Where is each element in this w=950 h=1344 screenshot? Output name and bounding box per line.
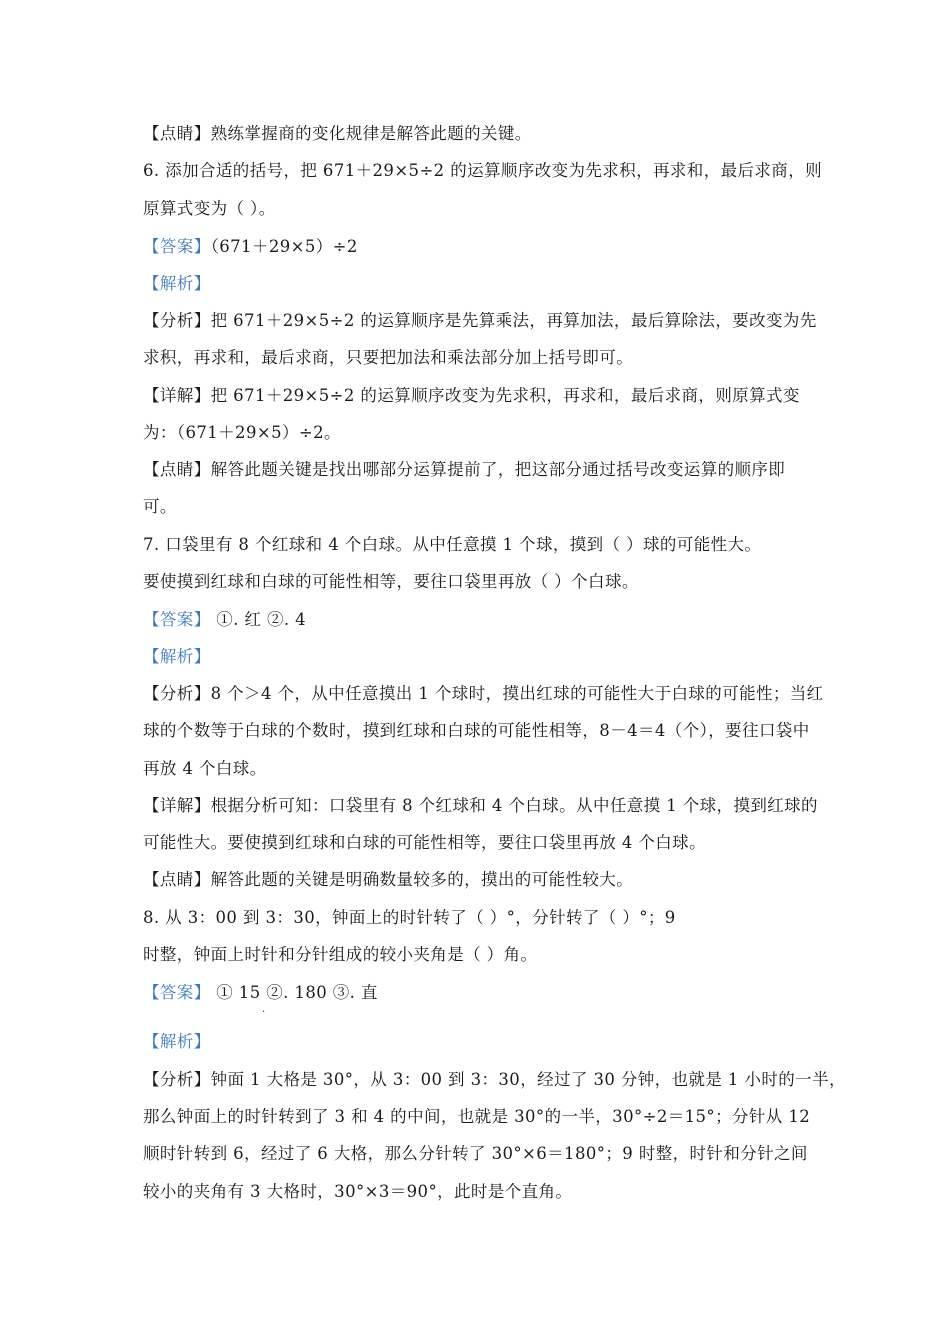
question-8-line-1: 8. 从 3：00 到 3：30，钟面上的时针转了（ ）°，分针转了（ ）°；9	[143, 908, 676, 927]
analysis-6-line-2: 求积，再求和，最后求商，只要把加法和乘法部分加上括号即可。	[143, 348, 634, 367]
tip-6-line-2: 可。	[143, 497, 177, 516]
detail-7-line-1: 【详解】根据分析可知：口袋里有 8 个红球和 4 个白球。从中任意摸 1 个球，摸到红球的	[143, 796, 818, 815]
tip-6-line-1: 【点睛】解答此题关键是找出哪部分运算提前了，把这部分通过括号改变运算的顺序即	[143, 460, 786, 479]
detail-7-line-2: 可能性大。要使摸到红球和白球的可能性相等，要往口袋里再放 4 个白球。	[143, 833, 706, 852]
detail-6-line-1: 【详解】把 671＋29×5÷2 的运算顺序改变为先求积，再求和，最后求商，则原算式变	[143, 386, 800, 405]
stray-dot: ·	[262, 1007, 266, 1018]
analysis-label: 【解析】	[143, 647, 211, 666]
question-7-line-1: 7. 口袋里有 8 个红球和 4 个白球。从中任意摸 1 个球，摸到（ ）球的可能性大。	[143, 535, 762, 554]
answer-6	[143, 235, 358, 259]
analysis-8-line-4: 较小的夹角有 3 大格时，30°×3＝90°，此时是个直角。	[143, 1182, 573, 1201]
answer-text: ① 15 ②. 180 ③. 直	[210, 983, 378, 1002]
analysis-label: 【解析】	[143, 1032, 211, 1051]
question-8-line-2: 时整，钟面上时针和分针组成的较小夹角是（ ）角。	[143, 945, 538, 964]
answer-7	[143, 608, 306, 632]
analysis-8-line-3: 顺时针转到 6，经过了 6 大格，那么分针转了 30°×6＝180°；9 时整，时针和分针之间	[143, 1144, 808, 1163]
answer-text: ①. 红 ②. 4	[210, 610, 307, 629]
question-7-line-2: 要使摸到红球和白球的可能性相等，要往口袋里再放（ ）个白球。	[143, 572, 639, 591]
analysis-7-line-3: 再放 4 个白球。	[143, 759, 267, 778]
answer-8	[143, 981, 378, 1005]
analysis-8-line-1: 【分析】钟面 1 大格是 30°，从 3：00 到 3：30，经过了 30 分钟，也就是 1 小时的一半，	[143, 1070, 846, 1089]
answer-label: 【答案】	[143, 610, 211, 629]
analysis-8-line-2: 那么钟面上的时针转到了 3 和 4 的中间，也就是 30°的一半，30°÷2＝15°；分针从 12	[143, 1107, 811, 1126]
analysis-label: 【解析】	[143, 274, 211, 293]
question-6-line-2: 原算式变为（ ）。	[143, 199, 276, 218]
answer-label: 【答案】	[143, 983, 211, 1002]
detail-6-line-2: 为：（671＋29×5）÷2。	[143, 423, 341, 442]
analysis-7-line-2: 球的个数等于白球的个数时，摸到红球和白球的可能性相等，8－4＝4（个），要往口袋中	[143, 721, 810, 740]
question-6-line-1: 6. 添加合适的括号，把 671＋29×5÷2 的运算顺序改变为先求积，再求和，最后求商，则	[143, 161, 823, 180]
answer-text: （671＋29×5）÷2	[210, 237, 358, 256]
tip-7: 【点睛】解答此题的关键是明确数量较多的，摸出的可能性较大。	[143, 870, 634, 889]
analysis-6-line-1: 【分析】把 671＋29×5÷2 的运算顺序是先算乘法，再算加法，最后算除法，要改变为先	[143, 311, 817, 330]
analysis-7-line-1: 【分析】8 个＞4 个，从中任意摸出 1 个球时，摸出红球的可能性大于白球的可能性；当红	[143, 684, 824, 703]
answer-label: 【答案】	[143, 237, 211, 256]
tip-line: 【点睛】熟练掌握商的变化规律是解答此题的关键。	[143, 124, 532, 143]
